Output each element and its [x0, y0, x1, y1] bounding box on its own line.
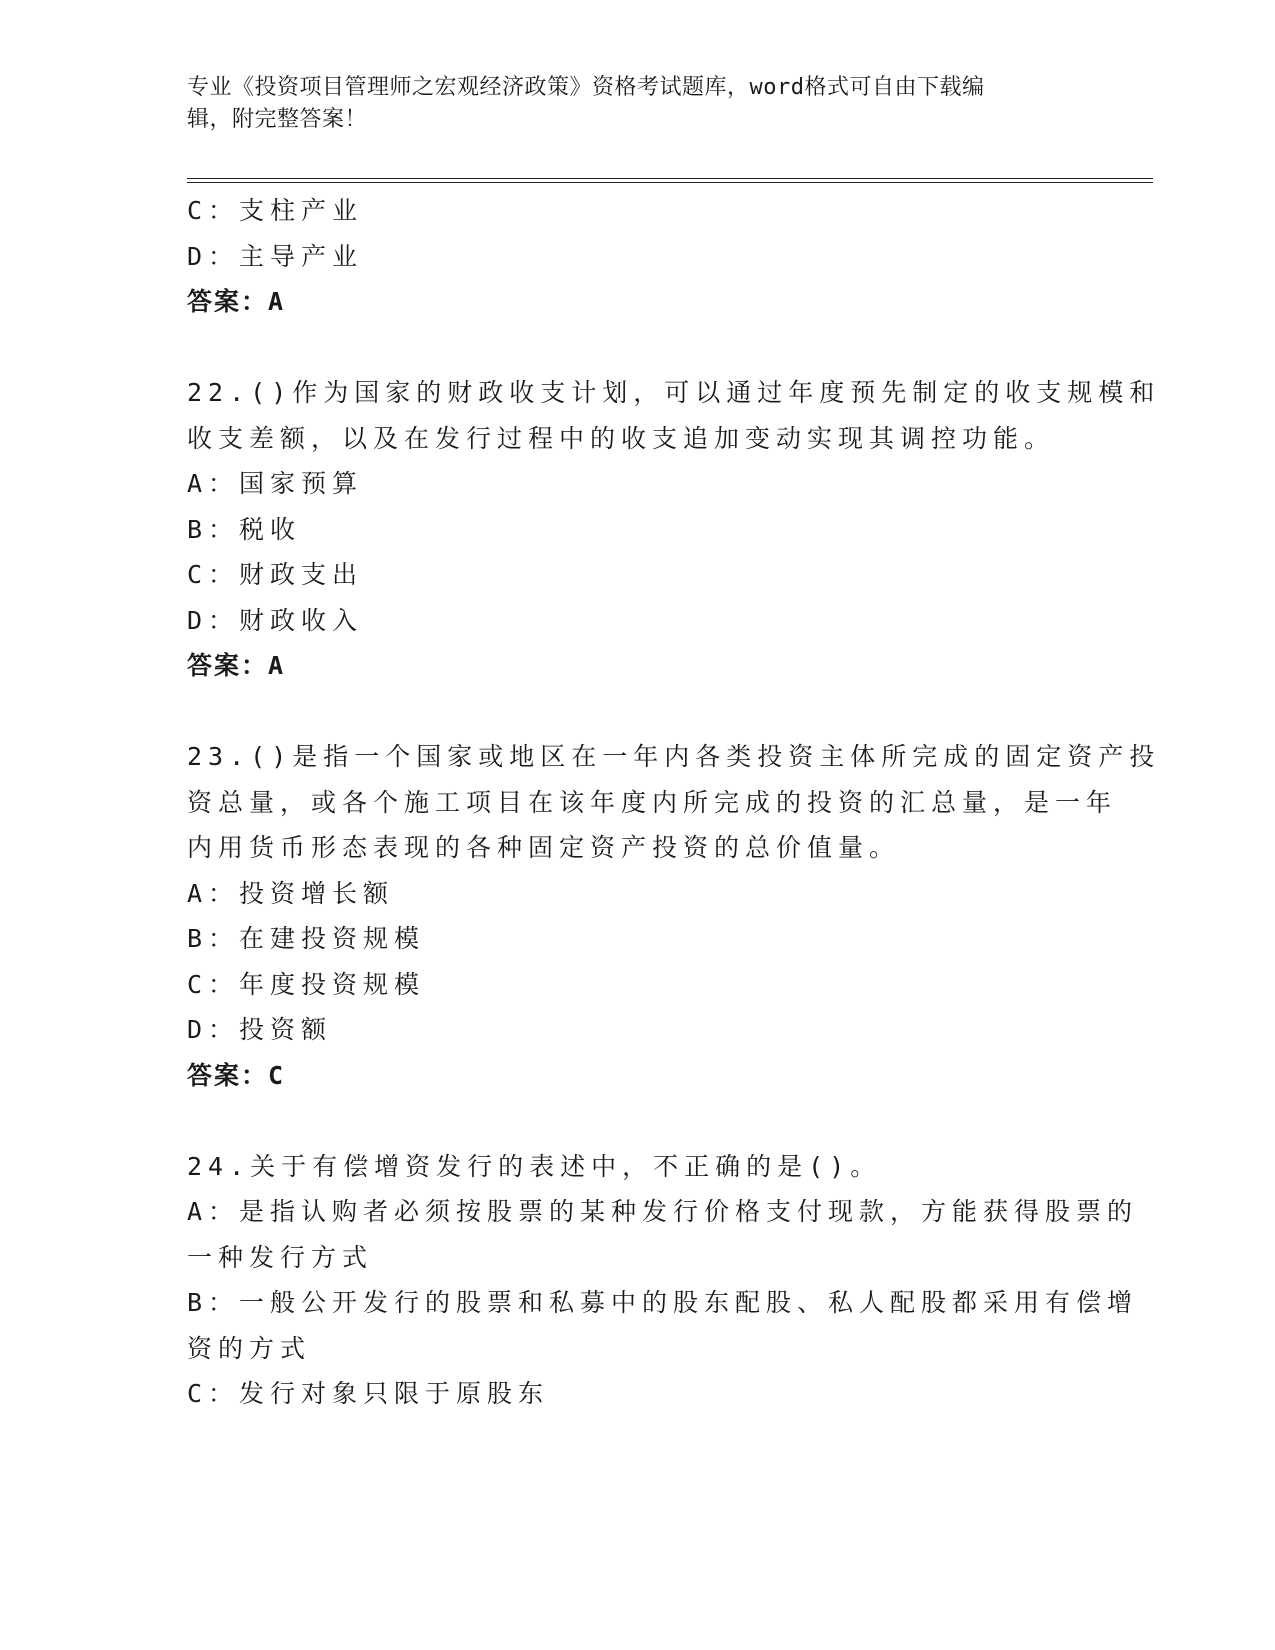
header-divider-top: [187, 178, 1153, 179]
prev-question-block: [187, 188, 1077, 325]
option-c: C：支柱产业: [187, 196, 364, 225]
option-b: B：一般公开发行的股票和私募中的股东配股、私人配股都采用有偿增: [187, 1288, 1139, 1317]
option-c: C：财政支出: [187, 560, 364, 589]
question-23: [187, 734, 1161, 1098]
option-b: B：税收: [187, 514, 302, 544]
question-text-line: 22.()作为国家的财政收支计划，可以通过年度预先制定的收支规模和: [187, 378, 1161, 407]
header-line: 专业《投资项目管理师之宏观经济政策》资格考试题库，word格式可自由下载编: [187, 75, 985, 100]
option-a: A：是指认购者必须按股票的某种发行价格支付现款，方能获得股票的: [187, 1197, 1139, 1226]
answer-label: 答案：A: [187, 287, 286, 316]
document-header: [187, 72, 1067, 136]
option-d: D：主导产业: [187, 241, 364, 271]
answer-label: 答案：C: [187, 1060, 286, 1090]
option-b: B：在建投资规模: [187, 924, 426, 953]
option-b-continued: 资的方式: [187, 1333, 312, 1363]
option-c: C：年度投资规模: [187, 969, 426, 999]
question-24: [187, 1144, 1139, 1417]
answer-label: 答案：A: [187, 651, 286, 680]
question-text-line: 内用货币形态表现的各种固定资产投资的总价值量。: [187, 833, 901, 862]
option-d: D：投资额: [187, 1015, 333, 1044]
question-text-line: 收支差额，以及在发行过程中的收支追加变动实现其调控功能。: [187, 423, 1056, 453]
question-text-line: 资总量，或各个施工项目在该年度内所完成的投资的汇总量，是一年: [187, 787, 1118, 817]
option-c: C：发行对象只限于原股东: [187, 1379, 550, 1408]
option-a: A：投资增长额: [187, 878, 395, 908]
option-a-continued: 一种发行方式: [187, 1242, 374, 1272]
option-a: A：国家预算: [187, 469, 364, 498]
question-22: [187, 370, 1161, 689]
question-text-line: 24.关于有偿增资发行的表述中，不正确的是()。: [187, 1151, 882, 1181]
option-d: D：财政收入: [187, 605, 364, 635]
header-divider-bottom: [187, 182, 1153, 183]
header-line: 辑，附完整答案！: [187, 107, 368, 132]
question-content: [187, 188, 1161, 1417]
question-text-line: 23.()是指一个国家或地区在一年内各类投资主体所完成的固定资产投: [187, 742, 1161, 771]
